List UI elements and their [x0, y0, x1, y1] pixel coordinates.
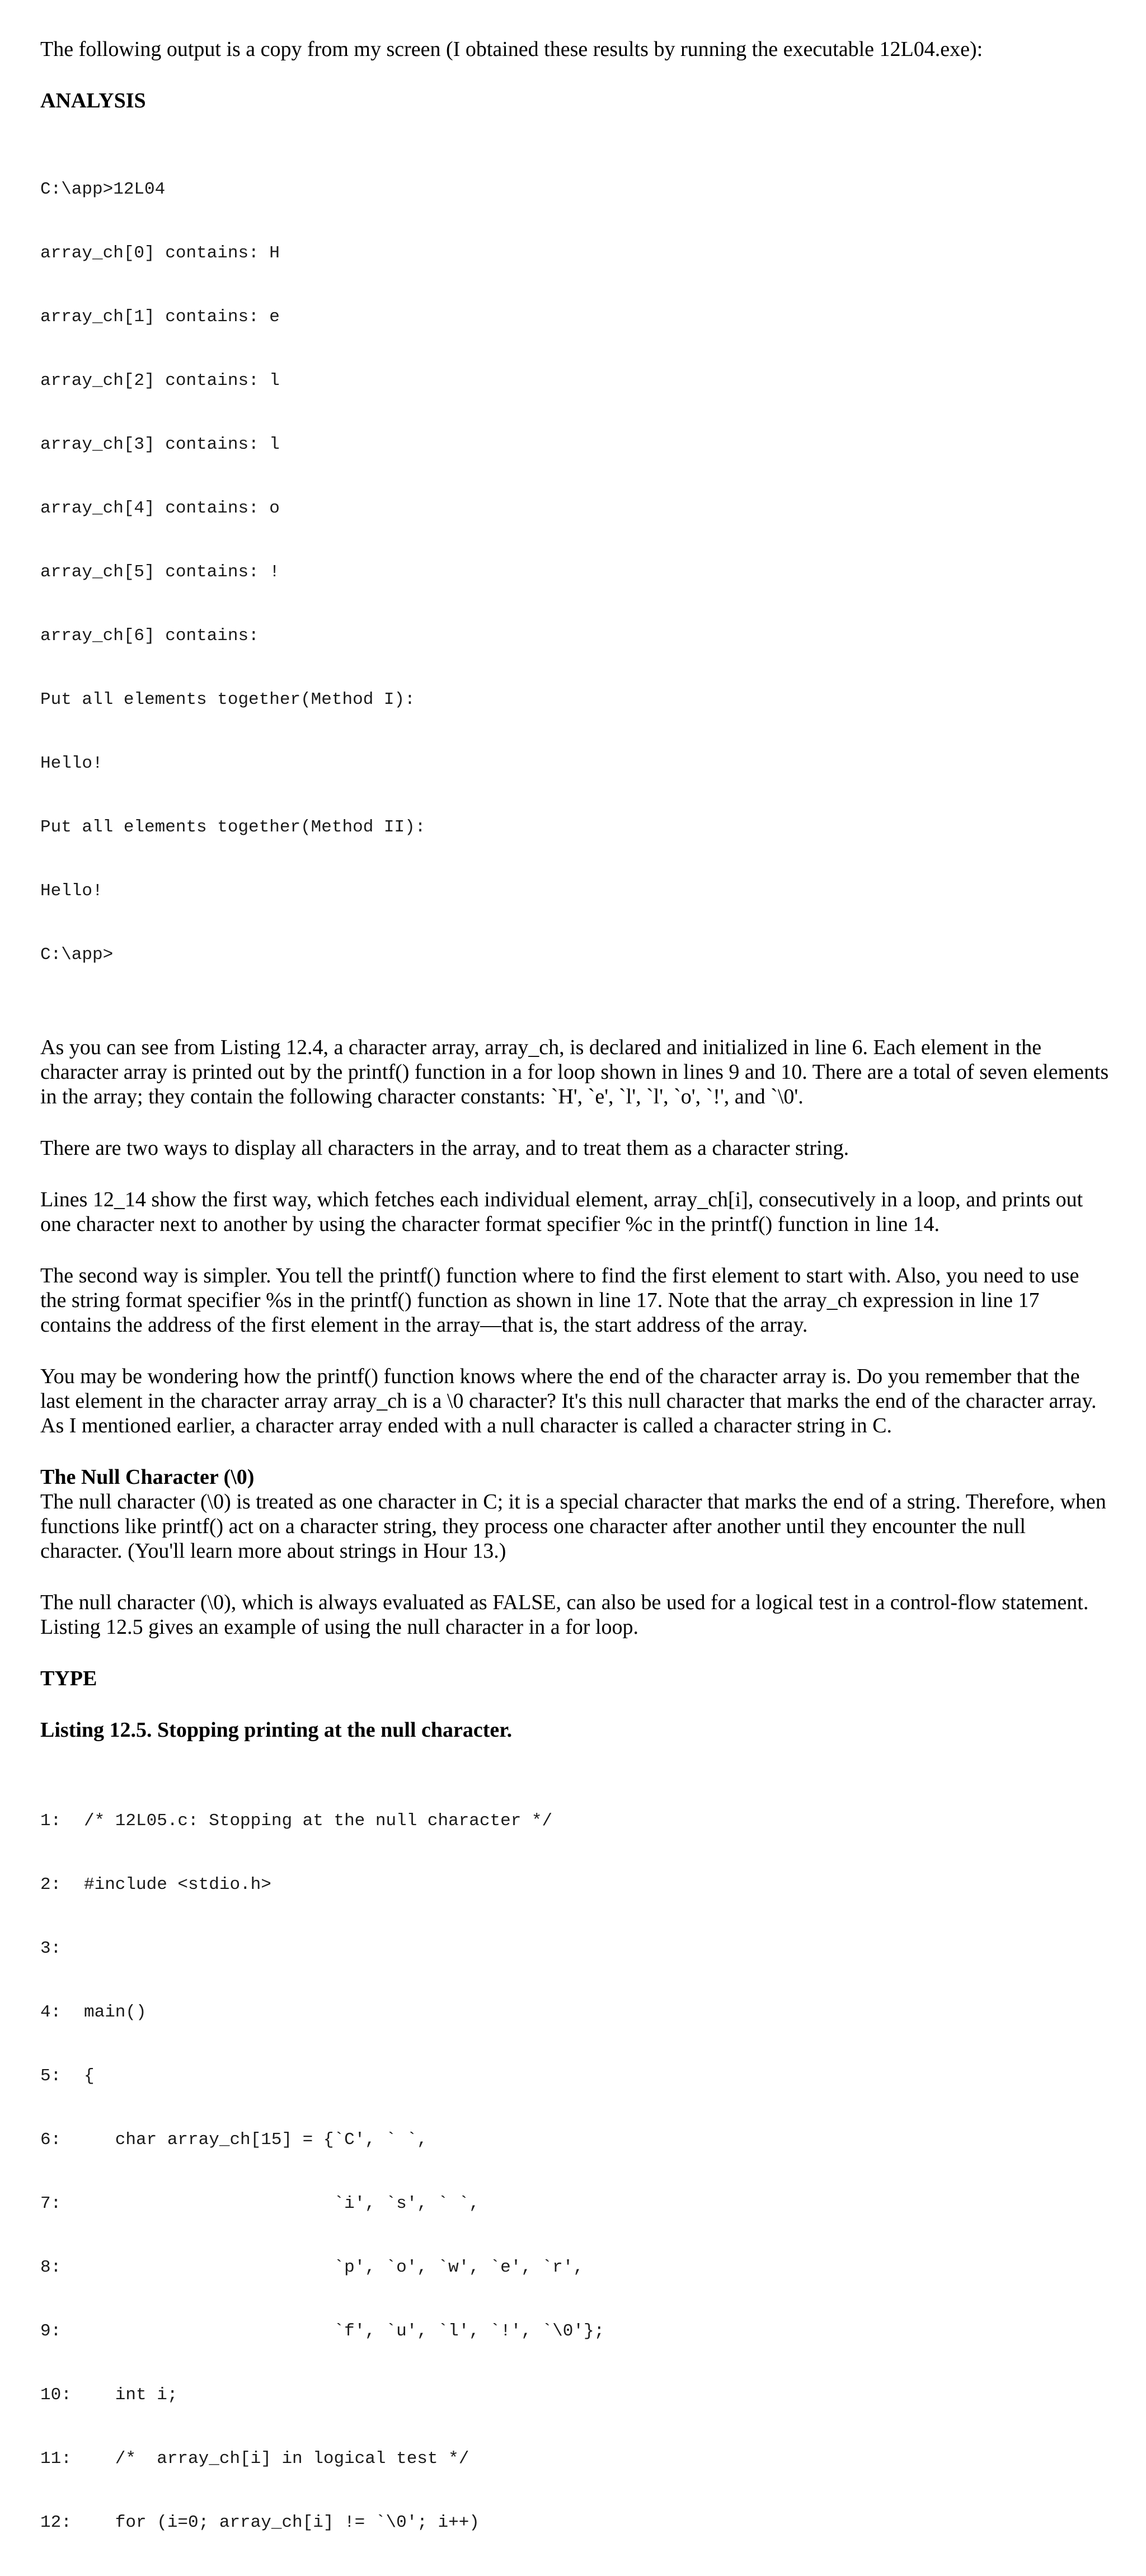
output-line: Hello!	[40, 881, 103, 901]
code-line	[40, 2193, 1106, 2215]
null-character-heading: The Null Character (\0)	[40, 1465, 255, 1489]
null-character-section	[40, 1465, 1106, 1563]
line-number: 7:	[40, 2194, 62, 2213]
output-line: array_ch[6] contains:	[40, 626, 259, 646]
code-text: int i;	[84, 2385, 178, 2405]
output-line: array_ch[3] contains: l	[40, 435, 280, 454]
line-number: 1:	[40, 1811, 62, 1831]
type-heading: TYPE	[40, 1667, 97, 1690]
line-number: 5:	[40, 2066, 62, 2086]
code-line	[40, 2321, 1106, 2342]
output-line: array_ch[0] contains: H	[40, 243, 280, 263]
code-line	[40, 2130, 1106, 2151]
analysis-paragraph-3: Lines 12_14 show the first way, which fetches each individual element, array_ch[i], consecutively in a loop, and prints out one character next to another by using the character format specifier %c in the printf() function in line 14.	[40, 1188, 1083, 1236]
listing-title: Listing 12.5. Stopping printing at the null character.	[40, 1718, 513, 1742]
output-line: array_ch[2] contains: l	[40, 371, 280, 391]
code-line	[40, 2385, 1106, 2406]
output-line: array_ch[4] contains: o	[40, 499, 280, 518]
output-line: C:\app>12L04	[40, 180, 166, 199]
line-number: 3:	[40, 1939, 62, 1958]
code-line	[40, 1874, 1106, 1896]
line-number: 10:	[40, 2385, 72, 2405]
analysis-heading: ANALYSIS	[40, 89, 146, 112]
screen-output	[40, 137, 1106, 1008]
code-text: #include <stdio.h>	[84, 1875, 271, 1895]
code-text: for (i=0; array_ch[i] != `\0'; i++)	[84, 2513, 480, 2532]
output-line: C:\app>	[40, 945, 114, 965]
output-line: array_ch[1] contains: e	[40, 307, 280, 327]
control-flow-paragraph: The null character (\0), which is always evaluated as FALSE, can also be used for a logical test in a control-flow statement. Listing 12.5 gives an example of using the null character in a for loop.	[40, 1591, 1089, 1639]
line-number: 11:	[40, 2449, 72, 2469]
line-number: 6:	[40, 2130, 62, 2150]
code-text: /* 12L05.c: Stopping at the null character */	[84, 1811, 553, 1831]
analysis-paragraph-4: The second way is simpler. You tell the printf() function where to find the first element to start with. Also, you need to use the string format specifier %s in the printf() function as shown in line 17. Note that the array_ch expression in line 17 contains the address of the first element in the array—that is, the start address of the array.	[40, 1264, 1079, 1337]
code-listing	[40, 1768, 1106, 2576]
code-text: char array_ch[15] = {`C', ` `,	[84, 2130, 428, 2150]
output-line: Put all elements together(Method I):	[40, 690, 415, 709]
output-line: Put all elements together(Method II):	[40, 817, 426, 837]
line-number: 9:	[40, 2321, 62, 2341]
analysis-paragraph-5: You may be wondering how the printf() function knows where the end of the character array is. Do you remember that the last element in the character array array_ch is a \0 character? It's this null character that marks the end of the character array. As I mentioned earlier, a character array ended with a null character is called a character string in C.	[40, 1365, 1097, 1437]
code-text: /* array_ch[i] in logical test */	[84, 2449, 469, 2469]
analysis-paragraph-2: There are two ways to display all characters in the array, and to treat them as a character string.	[40, 1136, 849, 1160]
code-text: {	[84, 2066, 95, 2086]
code-text: main()	[84, 2002, 147, 2022]
output-line: Hello!	[40, 754, 103, 773]
code-line	[40, 2448, 1106, 2470]
code-line	[40, 2257, 1106, 2278]
code-line	[40, 2002, 1106, 2023]
code-text: `f', `u', `l', `!', `\0'};	[84, 2321, 605, 2341]
line-number: 2:	[40, 1875, 62, 1895]
code-text: `p', `o', `w', `e', `r',	[84, 2258, 584, 2277]
analysis-paragraph-1: As you can see from Listing 12.4, a character array, array_ch, is declared and initialized in line 6. Each element in the character array is printed out by the printf() function in a for loop shown in lines 9 and 10. There are a total of seven elements in the array; they contain the following character constants: `H', `e', `l', `l', `o', `!', and `\0'.	[40, 1036, 1109, 1108]
line-number: 8:	[40, 2258, 62, 2277]
null-character-body: The null character (\0) is treated as one character in C; it is a special character that marks the end of a string. Therefore, when functions like printf() act on a character string, they process one character after another until they encounter the null character. (You'll learn more about strings in Hour 13.)	[40, 1490, 1106, 1563]
code-text: `i', `s', ` `,	[84, 2194, 480, 2213]
code-line	[40, 2512, 1106, 2533]
intro-paragraph: The following output is a copy from my screen (I obtained these results by running the executable 12L04.exe):	[40, 37, 983, 61]
line-number: 4:	[40, 2002, 62, 2022]
output-line: array_ch[5] contains: !	[40, 562, 280, 582]
code-line	[40, 1938, 1106, 1959]
code-line	[40, 1811, 1106, 1832]
line-number: 12:	[40, 2513, 72, 2532]
code-line	[40, 2066, 1106, 2087]
